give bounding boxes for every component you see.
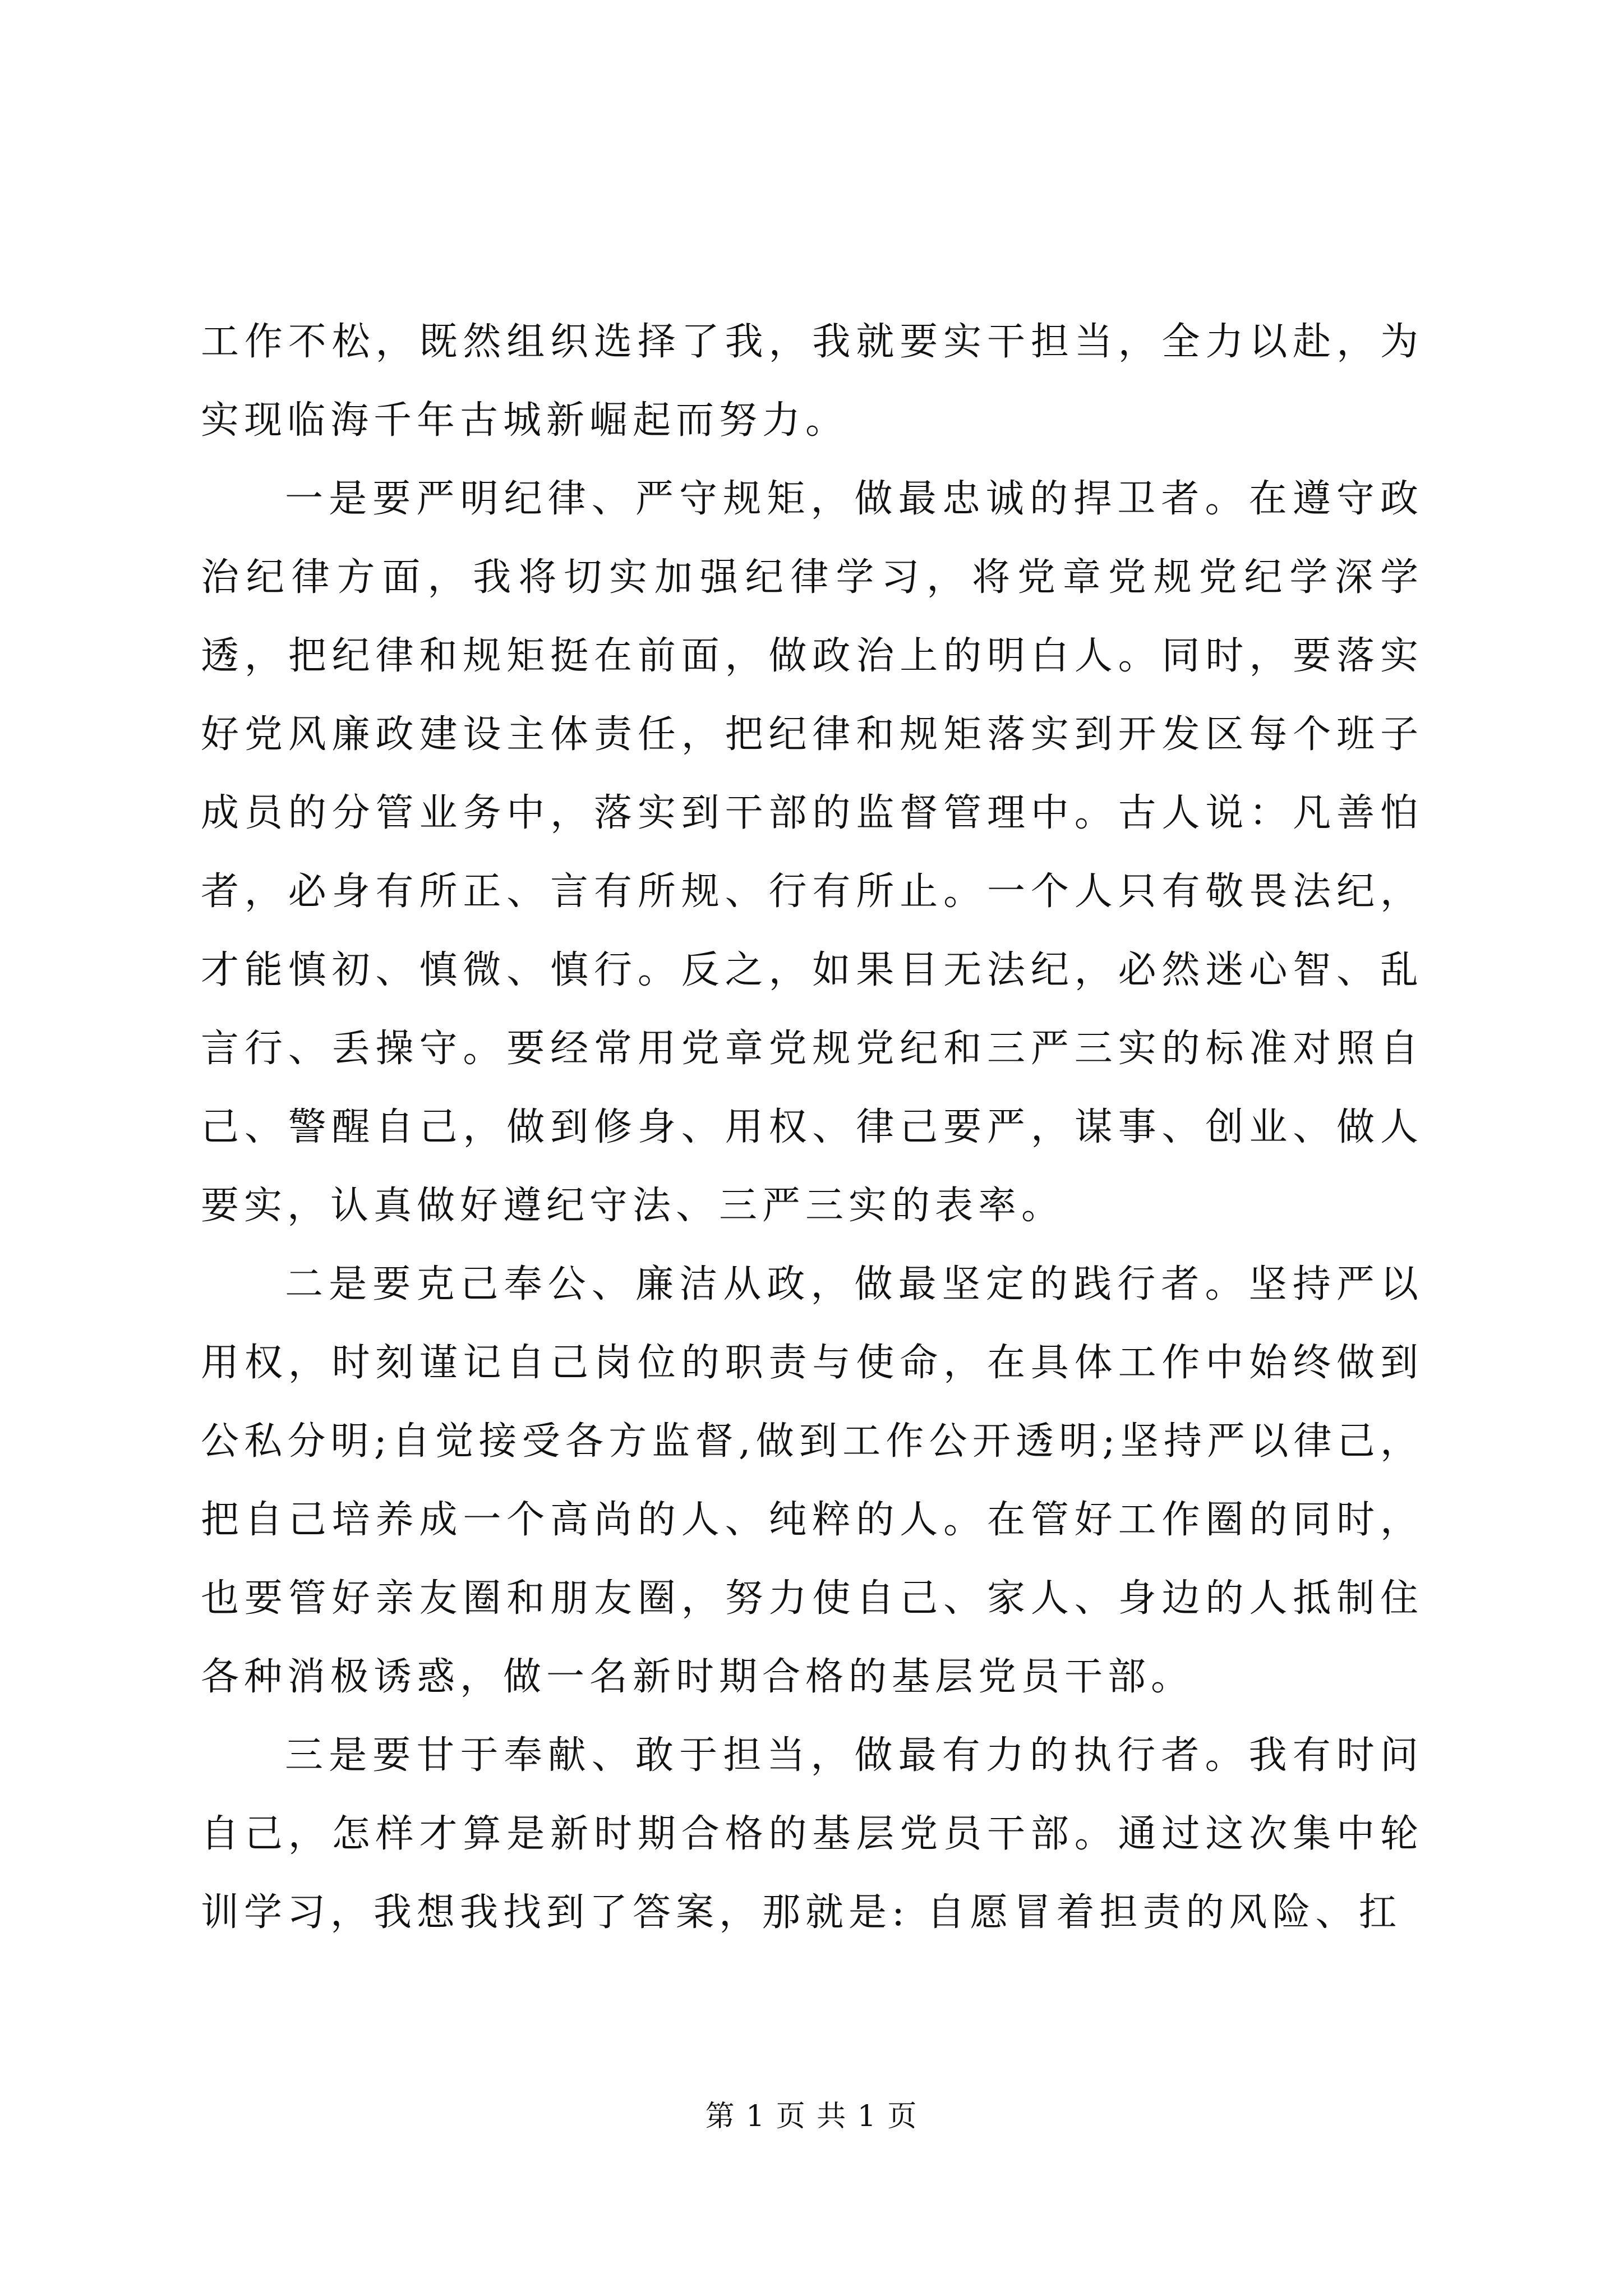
- document-body: [201, 303, 1423, 1952]
- paragraph-continuation: 工作不松，既然组织选择了我，我就要实干担当，全力以赴，为实现临海千年古城新崛起而努力。: [201, 320, 1423, 443]
- paragraph-discipline: 一是要严明纪律、严守规矩，做最忠诚的捍卫者。在遵守政治纪律方面，我将切实加强纪律学习，将党章党规党纪学深学透，把纪律和规矩挺在前面，做政治上的明白人。同时，要落实好党风廉政建设主体责任，把纪律和规矩落实到开发区每个班子成员的分管业务中，落实到干部的监督管理中。古人说：凡善怕者，必身有所正、言有所规、行有所止。一个人只有敬畏法纪，才能慎初、慎微、慎行。反之，如果目无法纪，必然迷心智、乱言行、丢操守。要经常用党章党规党纪和三严三实的标准对照自己、警醒自己，做到修身、用权、律己要严，谋事、创业、做人要实，认真做好遵纪守法、三严三实的表率。: [201, 477, 1423, 1228]
- paragraph-dedication: 三是要甘于奉献、敢于担当，做最有力的执行者。我有时问自己，怎样才算是新时期合格的基层党员干部。通过这次集中轮训学习，我想我找到了答案，那就是: 自愿冒着担责的风险、扛: [201, 1733, 1423, 1935]
- page-footer: 第 1 页 共 1 页: [705, 2100, 918, 2133]
- paragraph-integrity: 二是要克己奉公、廉洁从政，做最坚定的践行者。坚持严以用权，时刻谨记自己岗位的职责与使命，在具体工作中始终做到公私分明;自觉接受各方监督,做到工作公开透明;坚持严以律己，把自己培养成一个高尚的人、纯粹的人。在管好工作圈的同时，也要管好亲友圈和朋友圈，努力使自己、家人、身边的人抵制住各种消极诱惑，做一名新时期合格的基层党员干部。: [201, 1262, 1424, 1699]
